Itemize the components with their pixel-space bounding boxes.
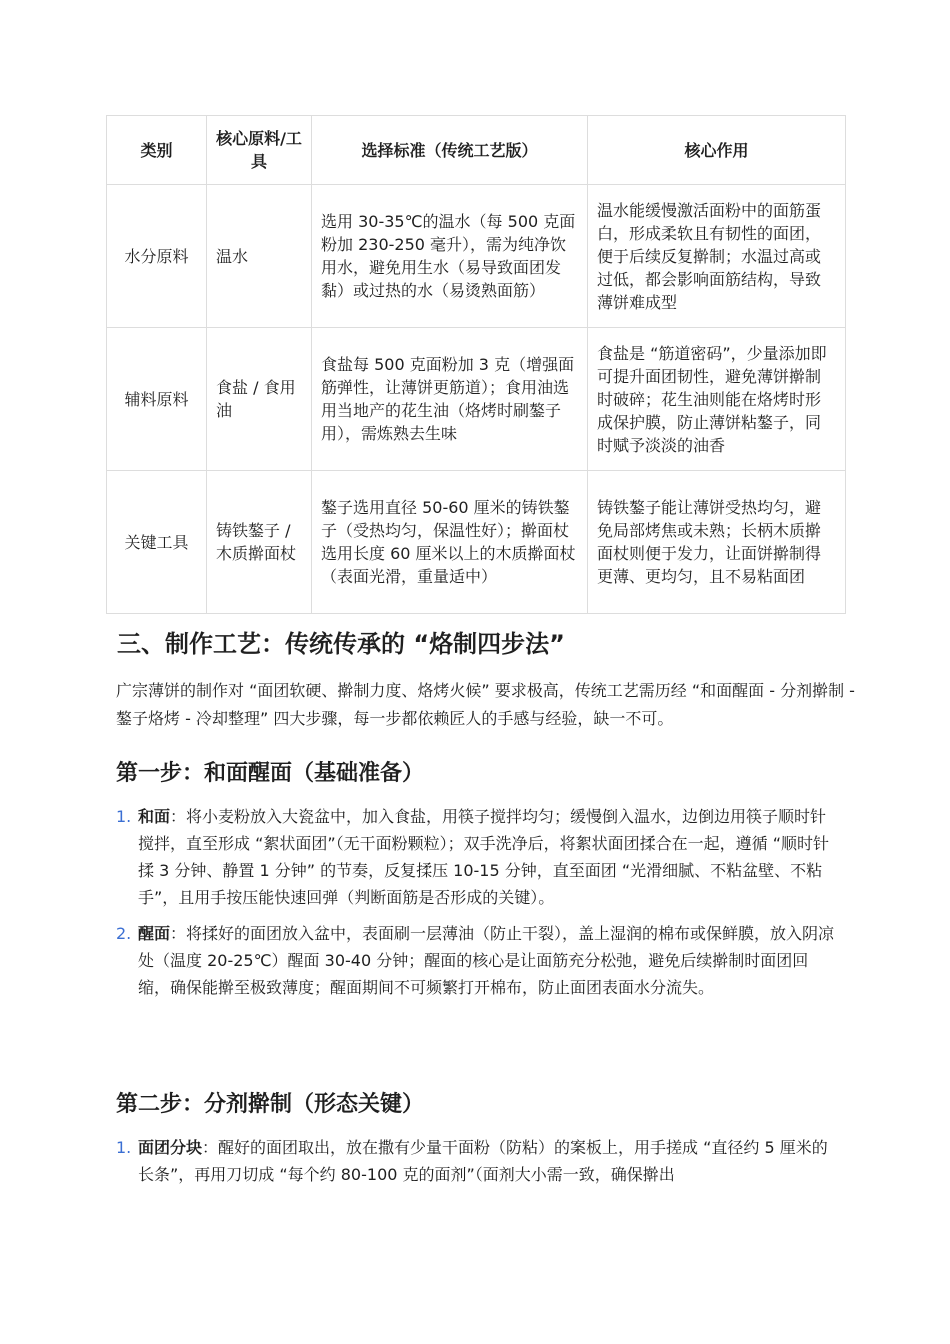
item-text: ：将揉好的面团放入盆中，表面刷一层薄油（防止干裂），盖上湿润的棉布或保鲜膜，放入阴凉处（温度 20-25℃）醒面 30-40 分钟；醒面的核心是让面筋充分松弛，避免后续擀制时面团回缩，确保能擀至极致薄度；醒面期间不可频繁打开棉布，防止面团表面水分流失。 — [138, 924, 835, 997]
list-number: 2. — [116, 924, 132, 943]
cell-role: 温水能缓慢激活面粉中的面筋蛋白，形成柔软且有韧性的面团，便于后续反复擀制；水温过高或过低，都会影响面筋结构，导致薄饼难成型 — [588, 185, 846, 328]
cell-standard: 鏊子选用直径 50-60 厘米的铸铁鏊子（受热均匀，保温性好）；擀面杖选用长度 60 厘米以上的木质擀面杖（表面光滑，重量适中） — [312, 471, 588, 614]
section-intro: 广宗薄饼的制作对 “面团软硬、擀制力度、烙烤火候” 要求极高，传统工艺需历经 “和面醒面 - 分剂擀制 - 鏊子烙烤 - 冷却整理” 四大步骤，每一步都依赖匠人的手感与经验，缺一不可。 — [116, 681, 855, 728]
table-row — [107, 471, 846, 614]
header-category: 类别 — [107, 116, 207, 185]
list-item — [116, 803, 840, 911]
item-text: ：醒好的面团取出，放在撒有少量干面粉（防粘）的案板上，用手搓成 “直径约 5 厘米的长条”，再用刀切成 “每个约 80-100 克的面剂”（面剂大小需一致，确保擀出 — [138, 1138, 828, 1184]
cell-category: 水分原料 — [107, 185, 207, 328]
cell-category: 关键工具 — [107, 471, 207, 614]
step1-list — [116, 803, 840, 1010]
cell-role: 食盐是 “筋道密码”，少量添加即可提升面团韧性，避免薄饼擀制时破碎；花生油则能在烙烤时形成保护膜，防止薄饼粘鏊子，同时赋予淡淡的油香 — [588, 328, 846, 471]
section-heading: 三、制作工艺：传统传承的 “烙制四步法” — [117, 630, 565, 658]
list-number: 1. — [116, 1138, 132, 1157]
item-text: ：将小麦粉放入大瓷盆中，加入食盐，用筷子搅拌均匀；缓慢倒入温水，边倒边用筷子顺时针搅拌，直至形成 “絮状面团”（无干面粉颗粒）；双手洗净后，将絮状面团揉合在一起，遵循 “顺时针揉 3 分钟、静置 1 分钟” 的节奏，反复揉压 10-15 分钟，直至面团 “光滑细腻、不粘盆壁、不粘手”，且用手按压能快速回弹（判断面筋是否形成的关键）。 — [138, 807, 830, 907]
cell-item: 食盐 / 食用油 — [207, 328, 312, 471]
cell-category: 辅料原料 — [107, 328, 207, 471]
table-header-row — [107, 116, 846, 185]
table-row — [107, 185, 846, 328]
item-label: 面团分块 — [138, 1138, 203, 1157]
cell-item: 铸铁鏊子 / 木质擀面杖 — [207, 471, 312, 614]
header-item: 核心原料/工具 — [207, 116, 312, 185]
header-standard: 选择标准（传统工艺版） — [312, 116, 588, 185]
list-item — [116, 920, 840, 1001]
step1-heading: 第一步：和面醒面（基础准备） — [116, 761, 425, 786]
item-label: 和面 — [138, 807, 171, 826]
cell-role: 铸铁鏊子能让薄饼受热均匀，避免局部烤焦或未熟；长柄木质擀面杖则便于发力，让面饼擀制得更薄、更均匀，且不易粘面团 — [588, 471, 846, 614]
list-item — [116, 1134, 840, 1188]
materials-table — [106, 115, 846, 614]
item-label: 醒面 — [138, 924, 171, 943]
header-role: 核心作用 — [588, 116, 846, 185]
table-row — [107, 328, 846, 471]
cell-item: 温水 — [207, 185, 312, 328]
cell-standard: 食盐每 500 克面粉加 3 克（增强面筋弹性，让薄饼更筋道）；食用油选用当地产的花生油（烙烤时刷鏊子用），需炼熟去生味 — [312, 328, 588, 471]
cell-standard: 选用 30-35℃的温水（每 500 克面粉加 230-250 毫升），需为纯净饮用水，避免用生水（易导致面团发黏）或过热的水（易烫熟面筋） — [312, 185, 588, 328]
step2-list — [116, 1134, 840, 1197]
step2-heading: 第二步：分剂擀制（形态关键） — [116, 1092, 425, 1117]
list-number: 1. — [116, 807, 132, 826]
